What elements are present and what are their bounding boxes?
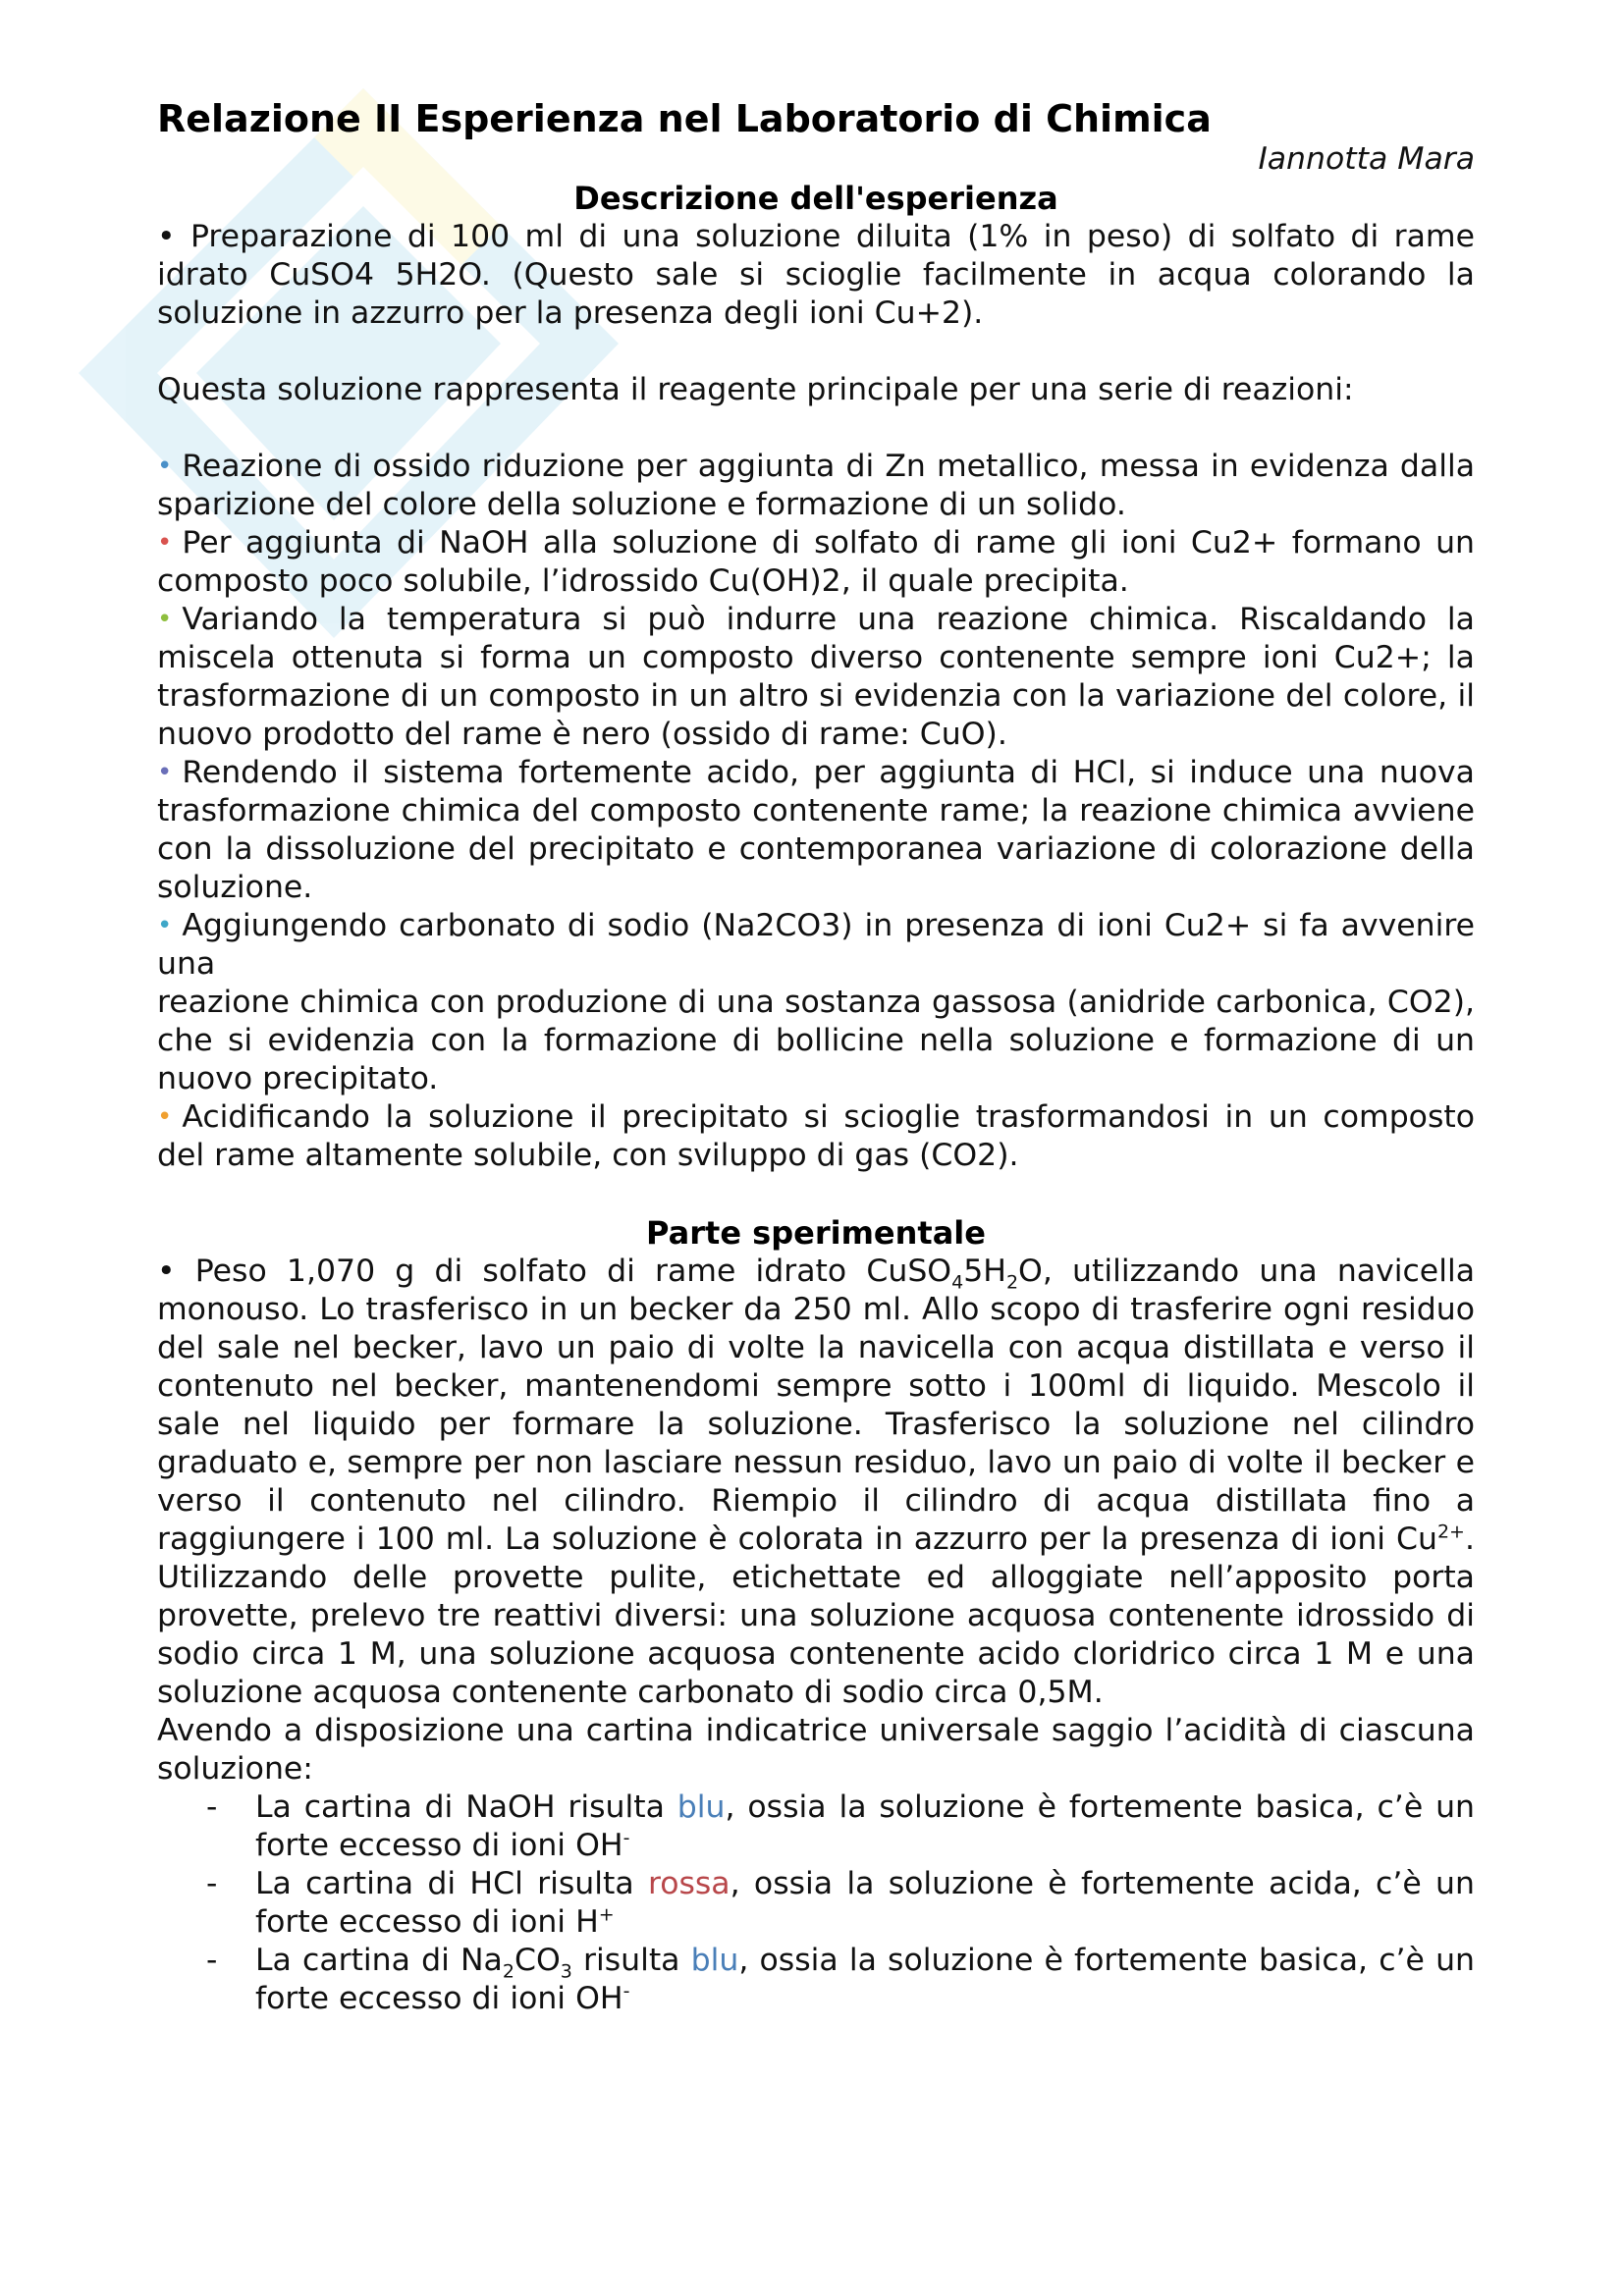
experimental-paragraph: • Peso 1,070 g di solfato di rame idrato $CuSO_45H_2O$, utilizzando una navicella monouso. Lo trasferisco in un becker da 250 ml. Allo scopo di trasferire ogni residuo del sale nel becker, lavo un paio di volte la navicella con acqua distillata e verso il contenuto nel becker, mantenendomi sempre sotto i 100ml di liquido. Mescolo il sale nel liquido per formare la soluzione. Trasferisco la soluzione nel cilindro graduato e, sempre per non lasciare nessun residuo, lavo un paio di volte il becker e verso il contenuto nel cilindro. Riempio il cilindro di acqua distillata fino a raggiungere i 100 ml. La soluzione è colorata in azzurro per la presenza di ioni $Cu^{2+}$. Utilizzando delle provette pulite, etichettate ed alloggiate nell’apposito porta provette, prelevo tre reattivi diversi: una soluzione acquosa contenente idrossido di sodio circa 1 M, una soluzione acquosa contenente acido cloridrico circa 1 M e una soluzione acquosa contenente carbonato di sodio circa 0,5M. <box>157 1254 1475 1710</box>
list-item: - La cartina di NaOH risulta blu, ossia la soluzione è fortemente basica, c’è un forte eccesso di ioni OH- <box>206 1789 1476 1863</box>
acidity-intro: Avendo a disposizione una cartina indicatrice universale saggio l’acidità di ciascuna soluzione: <box>157 1713 1475 1787</box>
color-result-blu: blu <box>690 1943 739 1978</box>
document-page <box>157 94 1475 2018</box>
color-result-rossa: rossa <box>647 1866 730 1901</box>
bullet-icon: • <box>157 605 173 634</box>
list-item: • Reazione di ossido riduzione per aggiunta di Zn metallico, messa in evidenza dalla sparizione del colore della soluzione e formazione di un solido. <box>157 449 1475 522</box>
list-item: - La cartina di HCl risulta rossa, ossia la soluzione è fortemente acida, c’è un forte eccesso di ioni H+ <box>206 1866 1475 1940</box>
bullet-icon: • <box>157 219 176 254</box>
bullet-icon: • <box>157 528 173 558</box>
bullet-icon: • <box>157 452 173 481</box>
list-item: • Per aggiunta di NaOH alla soluzione di solfato di rame gli ioni Cu2+ formano un composto poco solubile, l’idrossido Cu(OH)2, il quale precipita. <box>157 525 1475 599</box>
intro-paragraph <box>157 218 1475 333</box>
bullet-icon: • <box>157 1254 176 1289</box>
lead-paragraph: Questa soluzione rappresenta il reagente principale per una serie di reazioni: <box>157 372 1354 407</box>
bullet-icon: • <box>157 911 173 940</box>
intro-text: Preparazione di 100 ml di una soluzione diluita (1% in peso) di solfato di rame idrato CuSO4 5H2O. (Questo sale si scioglie facilmente in acqua colorando la soluzione in azzurro per la presenza degli ioni Cu+2). <box>157 219 1475 331</box>
dash-icon: - <box>206 1789 218 1825</box>
section-heading-parte-sperimentale: Parte sperimentale <box>646 1214 986 1252</box>
color-result-blu: blu <box>676 1789 726 1825</box>
list-item: - La cartina di $Na_2CO_3$ risulta blu, ossia la soluzione è fortemente basica, c’è un forte eccesso di ioni OH- <box>206 1943 1475 2016</box>
bullet-icon: • <box>157 1102 173 1132</box>
list-item: • Aggiungendo carbonato di sodio (Na2CO3) in presenza di ioni Cu2+ si fa avvenire una <box>157 908 1475 982</box>
section-heading-descrizione: Descrizione dell'esperienza <box>573 180 1058 217</box>
acidity-list <box>157 1789 1475 2018</box>
list-item: • Rendendo il sistema fortemente acido, per aggiunta di HCl, si induce una nuova trasformazione chimica del composto contenente rame; la reazione chimica avviene con la dissoluzione del precipitato e contemporanea variazione di colorazione della soluzione. <box>157 755 1475 905</box>
list-item: • Acidificando la soluzione il precipitato si scioglie trasformandosi in un composto del rame altamente solubile, con sviluppo di gas (CO2). <box>157 1099 1475 1173</box>
reaction-list <box>157 448 1475 1175</box>
author-name: Iannotta Mara <box>1258 141 1475 177</box>
list-item-continuation: reazione chimica con produzione di una sostanza gassosa (anidride carbonica, CO2), che si evidenzia con la formazione di bollicine nella soluzione e formazione di un nuovo precipitato. <box>157 985 1475 1096</box>
list-item: • Variando la temperatura si può indurre una reazione chimica. Riscaldando la miscela ottenuta si forma un composto diverso contenente sempre ioni Cu2+; la trasformazione di un composto in un altro si evidenzia con la variazione del colore, il nuovo prodotto del rame è nero (ossido di rame: CuO). <box>157 602 1475 752</box>
dash-icon: - <box>206 1866 218 1901</box>
document-title: Relazione II Esperienza nel Laboratorio di Chimica <box>157 97 1212 140</box>
dash-icon: - <box>206 1943 218 1978</box>
bullet-icon: • <box>157 758 173 787</box>
